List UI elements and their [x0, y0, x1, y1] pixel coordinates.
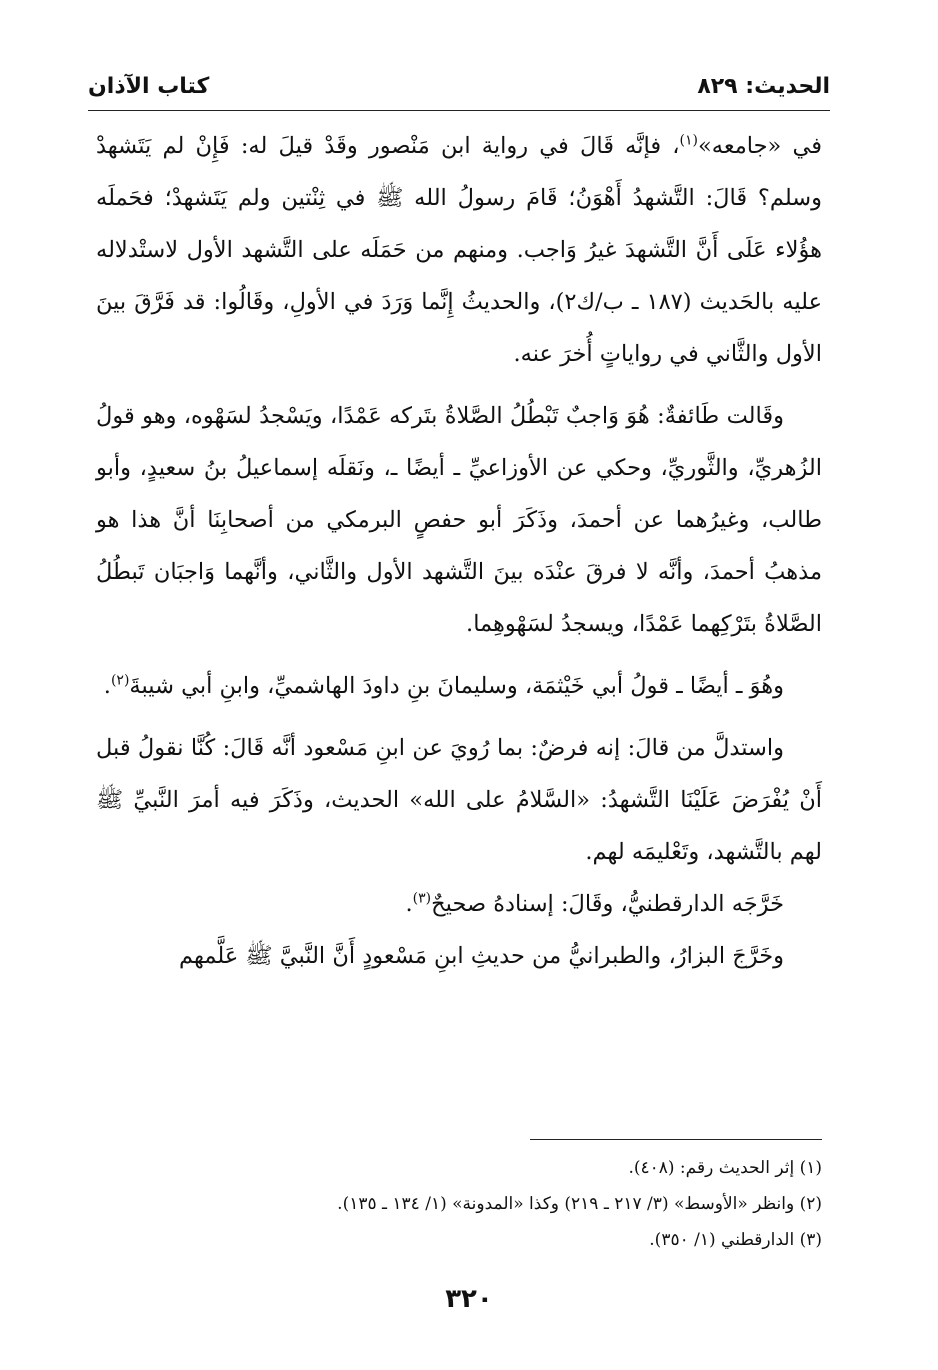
paragraph: [96, 390, 822, 650]
paragraph-text: خَرَّجَه الدارقطنيُّ، وقَالَ: إسنادهُ صحيحٌ: [431, 891, 784, 917]
book-title: كتاب الآذان: [88, 74, 210, 99]
paragraph-text: وهُوَ ـ أيضًا ـ قولُ أبي خَيْثمَة، وسليمانَ بنِ داودَ الهاشميِّ، وابنِ أبي شيبةَ: [129, 673, 784, 699]
footnote-marker: (١): [679, 132, 699, 149]
paragraph: [96, 722, 822, 878]
footnote-marker: (٢): [110, 672, 130, 689]
paragraph: [96, 878, 822, 930]
hadith-reference: الحديث: ٨٢٩: [697, 74, 830, 99]
paragraph-text: في «جامعه»: [698, 133, 822, 159]
footnote-marker: (٣): [412, 890, 432, 907]
footnotes: [96, 1150, 822, 1258]
footnote: (٣) الدارقطني (١/ ٣٥٠).: [649, 1230, 822, 1250]
paragraph-text: وقَالت طَائفةٌ: هُوَ وَاجبٌ تَبْطُلُ الصَّلاةُ بتَركه عَمْدًا، ويَسْجدُ لسَهْوه، وهو قولُ الزُهريِّ، والثَّوريِّ، وحكي عن الأوزاعيِّ ـ أيضًا ـ، ونَقلَه إسماعيلُ بنُ سعيدٍ، وأبو طالب، وغيرُهما عن أحمدَ، وذَكَرَ أبو حفصٍ البرمكي من أصحابِنَا أنَّ هذا هو مذهبُ أحمدَ، وأنَّه لا فرقَ عنْدَه بينَ التَّشهد الأول والثَّاني، وأنَّهما وَاجبَان تَبطُلُ الصَّلاةُ بتَرْكِهما عَمْدًا، ويسجدُ لسَهْوهِما.: [96, 403, 822, 637]
paragraph: [96, 930, 822, 982]
footnote: (٢) وانظر «الأوسط» (٣/ ٢١٧ ـ ٢١٩) وكذا «المدونة» (١/ ١٣٤ ـ ١٣٥).: [337, 1194, 822, 1214]
footnote: (١) إثر الحديث رقم: (٤٠٨).: [628, 1158, 822, 1178]
paragraph-text: ، فإنَّه قَالَ في رواية ابن مَنْصور وقَدْ قيلَ له: فَإِنْ لم يَتَشهدْ وسلم؟ قَالَ: التَّشهدُ أَهْوَنُ؛ قَامَ رسولُ الله ﷺ في ثِنْتين ولم يَتَشهدْ؛ فحَملَه هؤُلاء عَلَى أَنَّ التَّشهدَ غيرُ وَاجب. ومنهم من حَمَلَه على التَّشهد الأول لاستْدلاله عليه بالحَديث (١٨٧ ـ ب/ك٢)، والحديثُ إِنَّما وَرَدَ في الأولِ، وقَالُوا: قد فَرَّقَ بينَ الأول والثَّاني في رواياتٍ أُخرَ عنه.: [96, 133, 822, 367]
footnote-rule: [530, 1139, 822, 1140]
paragraph-text: .: [405, 891, 413, 917]
running-header: [88, 74, 830, 108]
paragraph-text: .: [103, 673, 111, 699]
header-rule: [88, 110, 830, 111]
paragraph-text: واستدلَّ من قالَ: إنه فرضٌ: بما رُويَ عن ابنِ مَسْعود أنَّه قَالَ: كُنَّا نقولُ قبل أَنْ يُفْرَضَ عَلَيْنَا التَّشهدُ: «السَّلامُ على الله» الحديث، وذَكَرَ فيه أمرَ النَّبيِّ ﷺ لهم بالتَّشهد، وتَعْليمَه لهم.: [96, 735, 822, 865]
paragraph: [96, 660, 822, 712]
paragraph-text: وخَرَّجَ البزارُ، والطبرانيُّ من حديثِ ابنِ مَسْعودٍ أَنَّ النَّبيَّ ﷺ عَلَّمهم: [179, 943, 784, 969]
page-number: ٣٢٠: [445, 1284, 493, 1314]
main-text: [96, 120, 822, 982]
paragraph: [96, 120, 822, 380]
